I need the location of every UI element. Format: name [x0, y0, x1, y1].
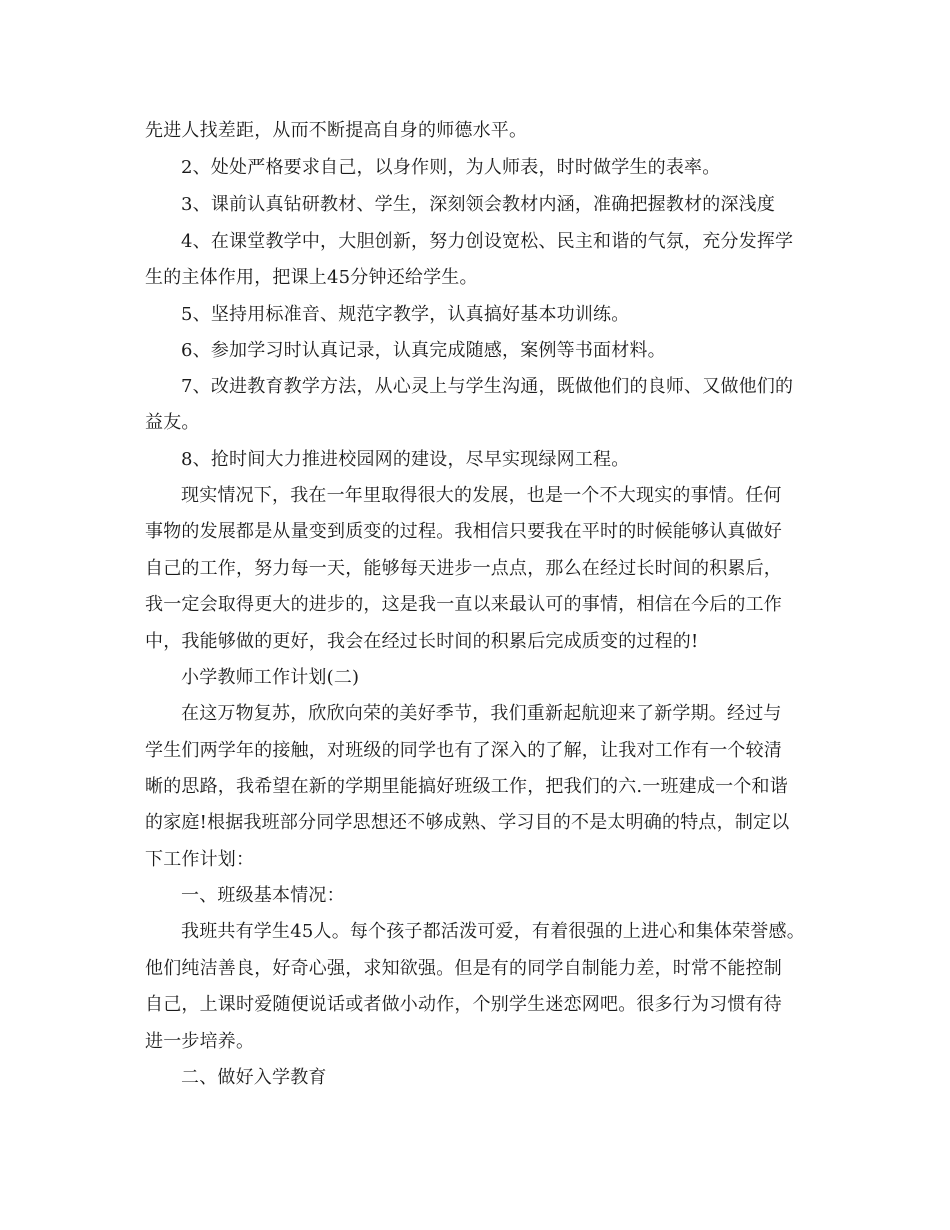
text-line: 中，我能够做的更好，我会在经过长时间的积累后完成质变的过程的!	[145, 631, 699, 652]
text-line: 自己的工作，努力每一天，能够每天进步一点点，那么在经过长时间的积累后，	[145, 558, 782, 579]
text-line: 学生们两学年的接触，对班级的同学也有了深入的了解，让我对工作有一个较清	[145, 740, 782, 761]
text-line: 的家庭!根据我班部分同学思想还不够成熟、学习目的不是太明确的特点，制定以	[145, 812, 790, 833]
text-line: 事物的发展都是从量变到质变的过程。我相信只要我在平时的时候能够认真做好	[145, 521, 782, 542]
subheading: 二、做好入学教育	[181, 1067, 327, 1088]
list-item: 5、坚持用标准音、规范字教学，认真搞好基本功训练。	[181, 304, 630, 325]
text-line: 晰的思路，我希望在新的学期里能搞好班级工作，把我们的六.一班建成一个和谐	[145, 776, 788, 797]
paragraph-line: 在这万物复苏，欣欣向荣的美好季节，我们重新起航迎来了新学期。经过与	[181, 703, 782, 724]
paragraph-line: 现实情况下，我在一年里取得很大的发展，也是一个不大现实的事情。任何	[181, 485, 782, 506]
text-line: 我一定会取得更大的进步的，这是我一直以来最认可的事情，相信在今后的工作	[145, 594, 782, 615]
text-line: 进一步培养。	[145, 1031, 255, 1052]
list-item: 2、处处严格要求自己，以身作则，为人师表，时时做学生的表率。	[181, 157, 721, 178]
text-line: 他们纯洁善良，好奇心强，求知欲强。但是有的同学自制能力差，时常不能控制	[145, 958, 782, 979]
section-heading: 小学教师工作计划(二)	[181, 667, 360, 688]
paragraph-line: 我班共有学生45人。每个孩子都活泼可爱，有着很强的上进心和集体荣誉感。	[181, 921, 805, 942]
text-line: 下工作计划：	[145, 849, 255, 870]
text-line: 生的主体作用，把课上45分钟还给学生。	[145, 267, 478, 288]
subheading: 一、班级基本情况：	[181, 885, 345, 906]
list-item: 7、改进教育教学方法，从心灵上与学生沟通，既做他们的良师、又做他们的	[181, 376, 794, 397]
text-line: 自己，上课时爱随便说话或者做小动作，个别学生迷恋网吧。很多行为习惯有待	[145, 994, 782, 1015]
list-item: 4、在课堂教学中，大胆创新，努力创设宽松、民主和谐的气氛，充分发挥学	[181, 231, 794, 252]
list-item: 8、抢时间大力推进校园网的建设，尽早实现绿网工程。	[181, 449, 630, 470]
list-item: 6、参加学习时认真记录，认真完成随感，案例等书面材料。	[181, 340, 666, 361]
text-line: 益友。	[145, 412, 200, 433]
list-item: 3、课前认真钻研教材、学生，深刻领会教材内涵，准确把握教材的深浅度	[181, 194, 776, 215]
text-line: 先进人找差距，从而不断提高自身的师德水平。	[145, 120, 528, 141]
